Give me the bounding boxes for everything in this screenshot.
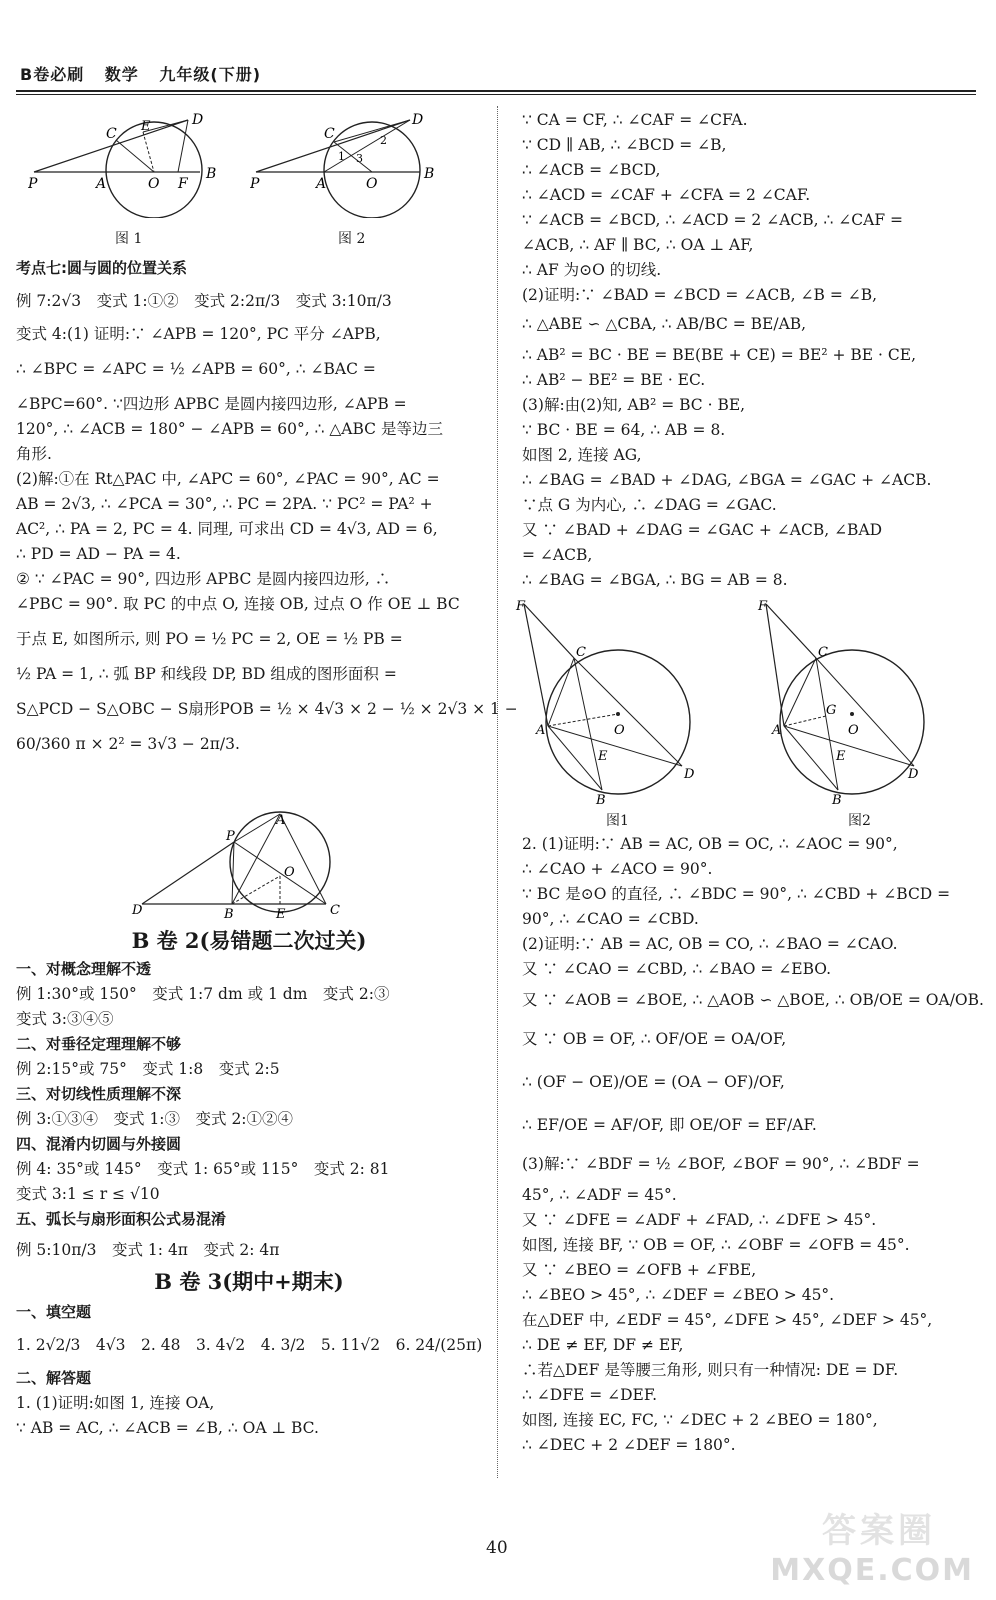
answer-line: (2)解:①在 Rt△PAC 中, ∠APC = 60°, ∠PAC = 90°, AC = bbox=[16, 470, 440, 488]
answer-line: 角形. bbox=[16, 445, 52, 463]
left-column-part2 bbox=[16, 928, 482, 1441]
header-grade: 九年级(下册) bbox=[159, 65, 262, 84]
fig2-angle-1: 1 bbox=[338, 150, 345, 163]
right-column-part1 bbox=[522, 108, 980, 593]
answer-line: ∴ ∠BAG = ∠BAD + ∠DAG, ∠BGA = ∠GAC + ∠ACB. bbox=[522, 471, 932, 489]
answer-line: ∠ACB, ∴ AF ∥ BC, ∴ OA ⊥ AF, bbox=[522, 236, 754, 254]
mid-label-c: C bbox=[330, 903, 340, 918]
answer-line: ② ∵ ∠PAC = 90°, 四边形 APBC 是圆内接四边形, ∴ bbox=[16, 570, 391, 588]
r1-label-c: C bbox=[576, 645, 586, 660]
r1-label-b: B bbox=[596, 793, 606, 808]
fig3-caption: 图1 bbox=[606, 813, 629, 829]
answer-line: ∵ BC · BE = 64, ∴ AB = 8. bbox=[522, 421, 726, 439]
subsection-heading: 二、解答题 bbox=[16, 1369, 92, 1387]
answer-line: ∵ ∠ACB = ∠BCD, ∴ ∠ACD = 2 ∠ACB, ∴ ∠CAF = bbox=[522, 211, 903, 229]
r2-label-b: B bbox=[832, 793, 842, 808]
answer-line: ∠BPC=60°. ∵四边形 APBC 是圆内接四边形, ∠APB = bbox=[16, 395, 407, 413]
figure-r1-diagram bbox=[512, 594, 702, 808]
answer-line: ½ PA = 1, ∴ 弧 BP 和线段 DP, BD 组成的图形面积 = bbox=[16, 665, 397, 683]
running-header bbox=[20, 62, 275, 85]
fig1-label-p: P bbox=[28, 176, 38, 192]
mid-label-a: A bbox=[276, 813, 286, 828]
answer-line: AB = 2√3, ∴ ∠PCA = 30°, ∴ PC = 2PA. ∵ PC² = PA² + bbox=[16, 495, 433, 513]
r2-label-a: A bbox=[772, 723, 782, 738]
answer-line: 于点 E, 如图所示, 则 PO = ½ PC = 2, OE = ½ PB = bbox=[16, 630, 403, 648]
answer-line: ∵ CD ∥ AB, ∴ ∠BCD = ∠B, bbox=[522, 136, 727, 154]
answer-line: ∴ ∠CAO + ∠ACO = 90°. bbox=[522, 860, 713, 878]
answer-line: (3)解:由(2)知, AB² = BC · BE, bbox=[522, 396, 746, 414]
fig4-caption: 图2 bbox=[848, 813, 871, 829]
r1-label-a: A bbox=[536, 723, 546, 738]
answer-line: 60/360 π × 2² = 3√3 − 2π/3. bbox=[16, 735, 240, 753]
answer-line: ∵ BC 是⊙O 的直径, ∴ ∠BDC = 90°, ∴ ∠CBD + ∠BCD = bbox=[522, 885, 951, 903]
left-column-part1 bbox=[16, 256, 518, 757]
subsection-heading: 二、对垂径定理理解不够 bbox=[16, 1035, 182, 1053]
fig1-label-e: E bbox=[141, 119, 151, 134]
fig1-label-c: C bbox=[106, 126, 117, 142]
r2-label-f: F bbox=[758, 599, 768, 614]
fig2-label-c: C bbox=[324, 126, 335, 142]
answer-line: ∴ AB² = BC · BE = BE(BE + CE) = BE² + BE · CE, bbox=[522, 346, 917, 364]
header-series: B卷必刷 bbox=[20, 65, 85, 84]
header-rule bbox=[16, 90, 976, 92]
answer-line: ∵ AB = AC, ∴ ∠ACB = ∠B, ∴ OA ⊥ BC. bbox=[16, 1419, 319, 1437]
answer-line: 例 3:①③④ 变式 1:③ 变式 2:①②④ bbox=[16, 1110, 294, 1128]
answer-line: ∴ (OF − OE)/OE = (OA − OF)/OF, bbox=[522, 1073, 785, 1091]
answer-line: 又 ∵ ∠CAO = ∠CBD, ∴ ∠BAO = ∠EBO. bbox=[522, 960, 832, 978]
answer-line: ∵点 G 为内心, ∴ ∠DAG = ∠GAC. bbox=[522, 496, 777, 514]
answer-line: 在△DEF 中, ∠EDF = 45°, ∠DFE > 45°, ∠DEF > 45°, bbox=[522, 1311, 933, 1329]
answer-line: (3)解:∵ ∠BDF = ½ ∠BOF, ∠BOF = 90°, ∴ ∠BDF = bbox=[522, 1155, 920, 1173]
mid-label-o: O bbox=[284, 865, 295, 880]
fig2-label-p: P bbox=[250, 176, 260, 192]
answer-line: 如图, 连接 EC, FC, ∵ ∠DEC + 2 ∠BEO = 180°, bbox=[522, 1411, 878, 1429]
r2-label-c: C bbox=[818, 645, 828, 660]
watermark: MXQE.COM bbox=[770, 1553, 974, 1588]
answer-line: 又 ∵ ∠BAD + ∠DAG = ∠GAC + ∠ACB, ∠BAD bbox=[522, 521, 883, 539]
page-number: 40 bbox=[486, 1538, 508, 1558]
r1-label-f: F bbox=[516, 599, 526, 614]
answer-line: 变式 3:③④⑤ bbox=[16, 1010, 114, 1028]
mid-label-d: D bbox=[132, 903, 143, 918]
figure-1-diagram bbox=[28, 108, 228, 218]
answer-line: 2. (1)证明:∵ AB = AC, OB = OC, ∴ ∠AOC = 90°, bbox=[522, 835, 898, 853]
answer-line: 又 ∵ OB = OF, ∴ OF/OE = OA/OF, bbox=[522, 1030, 787, 1048]
r1-label-d: D bbox=[684, 767, 695, 782]
answer-line: 如图, 连接 BF, ∵ OB = OF, ∴ ∠OBF = ∠OFB = 45°. bbox=[522, 1236, 910, 1254]
fig1-caption: 图 1 bbox=[115, 231, 143, 247]
subsection-heading: 四、混淆内切圆与外接圆 bbox=[16, 1135, 182, 1153]
answer-line: 例 7:2√3 变式 1:①② 变式 2:2π/3 变式 3:10π/3 bbox=[16, 292, 392, 310]
section-heading-7: 考点七:圆与圆的位置关系 bbox=[16, 259, 187, 277]
fig2-caption: 图 2 bbox=[338, 231, 366, 247]
answer-line: 例 1:30°或 150° 变式 1:7 dm 或 1 dm 变式 2:③ bbox=[16, 985, 390, 1003]
r1-label-e: E bbox=[598, 749, 608, 764]
subsection-heading: 一、填空题 bbox=[16, 1303, 92, 1321]
answer-line: ∠PBC = 90°. 取 PC 的中点 O, 连接 OB, 过点 O 作 OE ⊥ BC bbox=[16, 595, 460, 613]
fig2-label-b: B bbox=[424, 166, 435, 182]
subsection-heading: 五、弧长与扇形面积公式易混淆 bbox=[16, 1210, 227, 1228]
answer-line: (2)证明:∵ ∠BAD = ∠BCD = ∠ACB, ∠B = ∠B, bbox=[522, 286, 878, 304]
r2-label-g: G bbox=[826, 703, 837, 718]
figure-circle-triangle bbox=[130, 810, 350, 920]
figure-2-diagram bbox=[250, 108, 450, 218]
header-subject: 数学 bbox=[104, 65, 139, 84]
answer-line: S△PCD − S△OBC − S扇形POB = ½ × 4√3 × 2 − ½ × 2√3 × 1 − bbox=[16, 700, 518, 718]
fig1-label-f: F bbox=[178, 176, 188, 192]
column-divider bbox=[497, 106, 498, 1478]
r1-label-o: O bbox=[614, 723, 625, 738]
subsection-heading: 一、对概念理解不透 bbox=[16, 960, 152, 978]
answer-line: 45°, ∴ ∠ADF = 45°. bbox=[522, 1186, 677, 1204]
mid-label-e: E bbox=[276, 907, 286, 920]
mid-label-p: P bbox=[226, 829, 235, 844]
answer-line: AC², ∴ PA = 2, PC = 4. 同理, 可求出 CD = 4√3, AD = 6, bbox=[16, 520, 438, 538]
section-title-b3: B 卷 3(期中+期末) bbox=[154, 1269, 344, 1294]
subsection-heading: 三、对切线性质理解不深 bbox=[16, 1085, 182, 1103]
answer-line: 120°, ∴ ∠ACB = 180° − ∠APB = 60°, ∴ △ABC 是等边三 bbox=[16, 420, 443, 438]
fig2-angle-2: 2 bbox=[380, 134, 387, 147]
answer-line: ∴ ∠ACB = ∠BCD, bbox=[522, 161, 661, 179]
answer-line: 90°, ∴ ∠CAO = ∠CBD. bbox=[522, 910, 699, 928]
r2-label-e: E bbox=[836, 749, 846, 764]
fig1-label-d: D bbox=[192, 112, 204, 128]
fig2-label-a: A bbox=[316, 176, 327, 192]
fig2-label-o: O bbox=[366, 176, 378, 192]
answer-line: 例 4: 35°或 145° 变式 1: 65°或 115° 变式 2: 81 bbox=[16, 1160, 390, 1178]
answer-line: 变式 3:1 ≤ r ≤ √10 bbox=[16, 1185, 160, 1203]
answer-line: 变式 4:(1) 证明:∵ ∠APB = 120°, PC 平分 ∠APB, bbox=[16, 325, 381, 343]
answer-line: ∴ DE ≠ EF, DF ≠ EF, bbox=[522, 1336, 684, 1354]
answer-line: ∴ △ABE ∽ △CBA, ∴ AB/BC = BE/AB, bbox=[522, 315, 807, 333]
answer-line: ∴ PD = AD − PA = 4. bbox=[16, 545, 181, 563]
header-rule-thin bbox=[16, 94, 976, 95]
answer-line: ∴ EF/OE = AF/OF, 即 OE/OF = EF/AF. bbox=[522, 1116, 817, 1134]
answer-line: 如图 2, 连接 AG, bbox=[522, 446, 642, 464]
fig1-label-b: B bbox=[206, 166, 217, 182]
answer-line: 例 2:15°或 75° 变式 1:8 变式 2:5 bbox=[16, 1060, 280, 1078]
fig1-label-o: O bbox=[148, 176, 160, 192]
answer-line: ∵ CA = CF, ∴ ∠CAF = ∠CFA. bbox=[522, 111, 748, 129]
answer-line: 1. (1)证明:如图 1, 连接 OA, bbox=[16, 1394, 215, 1412]
answer-line: = ∠ACB, bbox=[522, 546, 593, 564]
answer-line: 例 5:10π/3 变式 1: 4π 变式 2: 4π bbox=[16, 1241, 280, 1259]
answer-line: ∴ AB² − BE² = BE · EC. bbox=[522, 371, 706, 389]
watermark-logo-text: 答案圈 bbox=[822, 1511, 936, 1551]
figure-r2-diagram bbox=[756, 594, 946, 808]
answer-line: 1. 2√2/3 4√3 2. 48 3. 4√2 4. 3/2 5. 11√2 6. 24/(25π) bbox=[16, 1336, 483, 1354]
answer-line: 又 ∵ ∠BEO = ∠OFB + ∠FBE, bbox=[522, 1261, 757, 1279]
answer-line: ∴若△DEF 是等腰三角形, 则只有一种情况: DE = DF. bbox=[522, 1361, 899, 1379]
answer-line: 又 ∵ ∠AOB = ∠BOE, ∴ △AOB ∽ △BOE, ∴ OB/OE = OA/OB. bbox=[522, 991, 984, 1009]
answer-line: ∴ ∠DEC + 2 ∠DEF = 180°. bbox=[522, 1436, 736, 1454]
r2-label-d: D bbox=[908, 767, 919, 782]
answer-line: 又 ∵ ∠DFE = ∠ADF + ∠FAD, ∴ ∠DFE > 45°. bbox=[522, 1211, 877, 1229]
answer-line: ∴ AF 为⊙O 的切线. bbox=[522, 261, 662, 279]
answer-line: ∴ ∠BAG = ∠BGA, ∴ BG = AB = 8. bbox=[522, 571, 788, 589]
fig1-label-a: A bbox=[96, 176, 107, 192]
mid-label-b: B bbox=[224, 907, 234, 920]
fig2-label-d: D bbox=[412, 112, 424, 128]
fig2-angle-3: 3 bbox=[356, 152, 363, 165]
section-title-b2: B 卷 2(易错题二次过关) bbox=[131, 928, 367, 953]
answer-line: ∴ ∠BPC = ∠APC = ½ ∠APB = 60°, ∴ ∠BAC = bbox=[16, 360, 376, 378]
answer-line: ∴ ∠BEO > 45°, ∴ ∠DEF = ∠BEO > 45°. bbox=[522, 1286, 835, 1304]
right-column-part2 bbox=[522, 832, 984, 1458]
answer-line: ∴ ∠ACD = ∠CAF + ∠CFA = 2 ∠CAF. bbox=[522, 186, 811, 204]
answer-line: (2)证明:∵ AB = AC, OB = CO, ∴ ∠BAO = ∠CAO. bbox=[522, 935, 898, 953]
r2-label-o: O bbox=[848, 723, 859, 738]
answer-line: ∴ ∠DFE = ∠DEF. bbox=[522, 1386, 658, 1404]
